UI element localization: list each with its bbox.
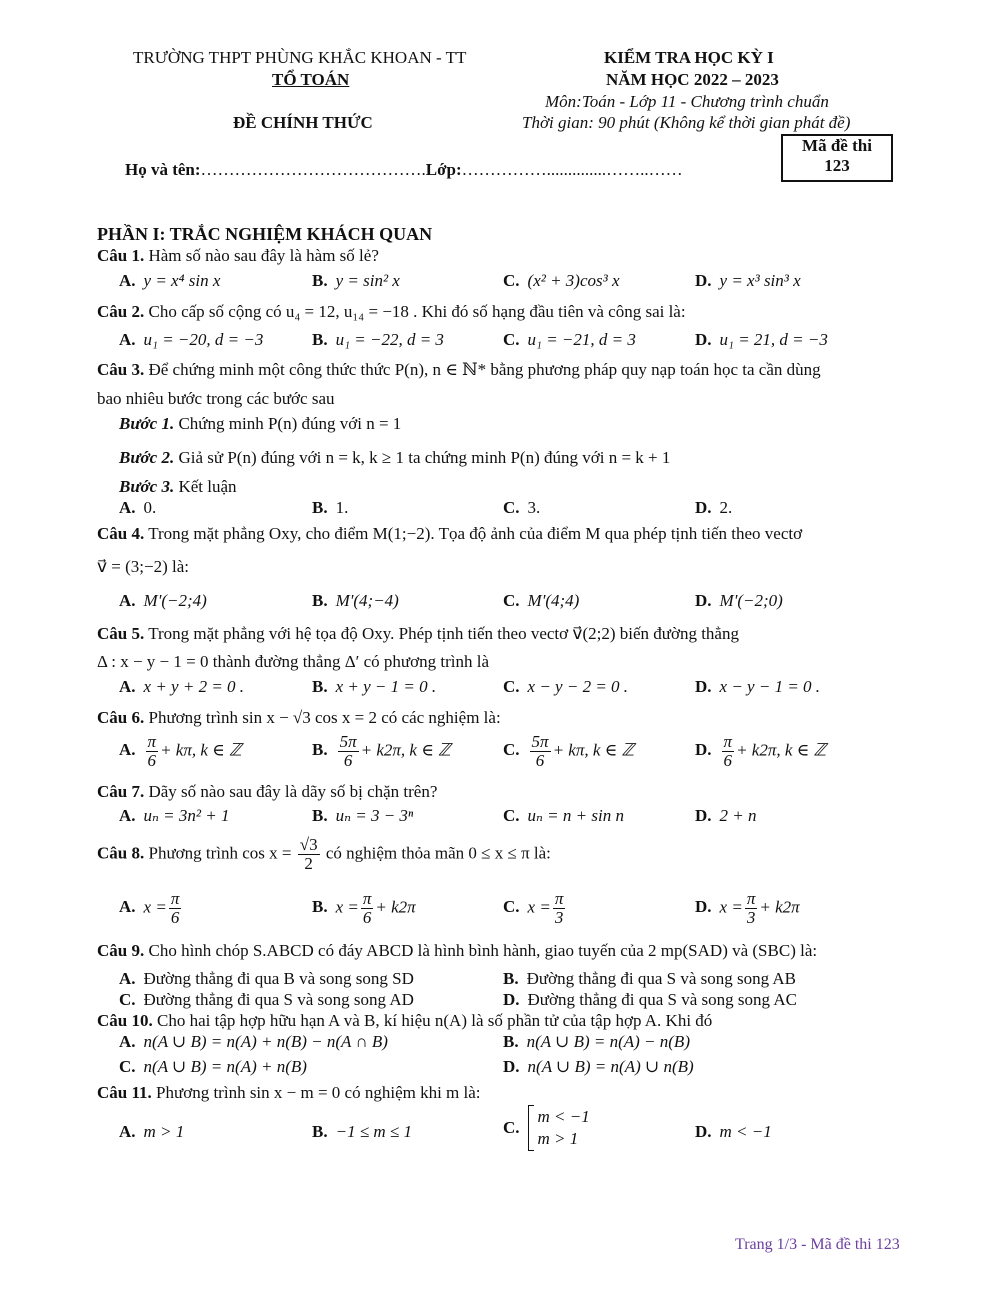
q11-option-d[interactable] <box>695 1122 772 1142</box>
option-letter: A. <box>119 330 136 349</box>
subject-line: Môn:Toán - Lớp 11 - Chương trình chuẩn <box>545 92 829 111</box>
official-label: ĐỀ CHÍNH THỨC <box>233 113 373 132</box>
step-text: Chứng minh P(n) đúng với n = 1 <box>178 414 402 433</box>
question-5 <box>97 624 739 644</box>
question-11 <box>97 1083 481 1103</box>
q11-option-a[interactable] <box>119 1122 184 1142</box>
q7-label: Câu 7. <box>97 782 145 801</box>
school-year: NĂM HỌC 2022 – 2023 <box>606 70 779 89</box>
option-text: x = <box>527 897 551 917</box>
option-letter: A. <box>119 677 136 696</box>
q6-option-b[interactable] <box>312 733 451 770</box>
option-text: M'(−2;4) <box>143 591 207 610</box>
option-letter: B. <box>312 591 328 610</box>
option-text: m < −1 <box>537 1107 590 1126</box>
question-7 <box>97 782 437 802</box>
option-text: m > 1 <box>537 1129 579 1148</box>
question-9 <box>97 941 817 961</box>
option-letter: C. <box>503 498 520 517</box>
option-text: u₁ = −21, d = 3 <box>527 330 636 349</box>
option-text: u₁ = −20, d = −3 <box>143 330 264 349</box>
option-letter: C. <box>503 1118 520 1137</box>
option-text: n(A ∪ B) = n(A) ∪ n(B) <box>527 1057 694 1076</box>
bracket-symbol <box>528 1105 534 1151</box>
frac-den: 6 <box>362 907 372 927</box>
step-label: Bước 1. <box>119 414 175 433</box>
q3-text-cont: bao nhiêu bước trong các bước sau <box>97 389 335 408</box>
option-letter: A. <box>119 740 136 760</box>
q1-label: Câu 1. <box>97 246 145 265</box>
q9-option-d[interactable] <box>503 990 797 1010</box>
q4-option-d[interactable] <box>695 591 783 611</box>
option-letter: B. <box>503 1032 519 1051</box>
q5-option-a[interactable] <box>119 677 244 697</box>
q11-text: Phương trình sin x − m = 0 có nghiệm khi m là: <box>156 1083 481 1102</box>
q5-label: Câu 5. <box>97 624 145 643</box>
q6-option-c[interactable] <box>503 733 634 770</box>
frac-num: 5π <box>339 732 357 751</box>
q10-option-b[interactable] <box>503 1032 690 1052</box>
q4-option-a[interactable] <box>119 591 207 611</box>
option-text: M'(−2;0) <box>719 591 783 610</box>
option-letter: A. <box>119 897 136 917</box>
option-letter: A. <box>119 591 136 610</box>
q6-text: Phương trình sin x − √3 cos x = 2 có các nghiệm là: <box>148 708 501 727</box>
option-letter: A. <box>119 1032 136 1051</box>
option-text: + k2π <box>759 897 800 917</box>
q6-option-a[interactable] <box>119 733 242 770</box>
frac-den: 3 <box>554 907 564 927</box>
option-letter: A. <box>119 498 136 517</box>
frac-den: 6 <box>723 750 733 770</box>
q9-option-b[interactable] <box>503 969 796 989</box>
option-letter: D. <box>695 740 712 760</box>
step-text: Kết luận <box>178 477 237 496</box>
option-text: + kπ, k ∈ ℤ <box>552 740 635 760</box>
option-letter: D. <box>695 330 712 349</box>
q1-option-b[interactable] <box>312 271 400 291</box>
department: TỔ TOÁN <box>272 70 350 89</box>
q7-option-c[interactable] <box>503 806 624 826</box>
option-letter: B. <box>312 806 328 825</box>
option-text: Đường thẳng đi qua S và song song AD <box>143 990 414 1009</box>
q5-text-cont: Δ : x − y − 1 = 0 thành đường thẳng Δ′ có phương trình là <box>97 652 489 671</box>
frac-den: 6 <box>170 907 180 927</box>
q5-option-b[interactable] <box>312 677 436 697</box>
option-text: uₙ = 3 − 3ⁿ <box>335 806 414 825</box>
q7-option-a[interactable] <box>119 806 229 826</box>
class-dots: ……………..............……..…… <box>461 160 683 179</box>
option-text: −1 ≤ m ≤ 1 <box>335 1122 413 1141</box>
option-text: n(A ∪ B) = n(A) − n(B) <box>526 1032 690 1051</box>
q9-option-a[interactable] <box>119 969 414 989</box>
q4-option-c[interactable] <box>503 591 579 611</box>
q1-option-c[interactable] <box>503 271 620 291</box>
q11-option-b[interactable] <box>312 1122 412 1142</box>
option-letter: B. <box>312 271 328 290</box>
exam-code: 123 <box>824 156 850 175</box>
question-3 <box>97 360 821 380</box>
frac-den: 6 <box>343 750 353 770</box>
option-letter: D. <box>695 1122 712 1141</box>
q2-option-b[interactable] <box>312 330 444 350</box>
option-text: x − y − 2 = 0 . <box>527 677 629 696</box>
q6-label: Câu 6. <box>97 708 145 727</box>
option-text: 2. <box>719 498 733 517</box>
q3-option-a[interactable] <box>119 498 156 518</box>
option-text: u₁ = 21, d = −3 <box>719 330 828 349</box>
q9-option-c[interactable] <box>119 990 414 1010</box>
frac-num: π <box>723 732 733 751</box>
section-title: PHẦN I: TRẮC NGHIỆM KHÁCH QUAN <box>97 224 433 244</box>
frac-den: 2 <box>304 853 313 873</box>
frac-den: 6 <box>147 750 157 770</box>
q3-option-b[interactable] <box>312 498 348 518</box>
frac-num: √3 <box>299 835 318 854</box>
option-text: y = x³ sin³ x <box>719 271 801 290</box>
option-text: n(A ∪ B) = n(A) + n(B) − n(A ∩ B) <box>143 1032 388 1051</box>
q6-option-d[interactable] <box>695 733 826 770</box>
option-text: M'(4;−4) <box>335 591 399 610</box>
q7-option-b[interactable] <box>312 806 413 826</box>
option-letter: C. <box>119 1057 136 1076</box>
name-class-line <box>125 160 683 180</box>
option-text: Đường thẳng đi qua S và song song AB <box>526 969 797 988</box>
option-text: uₙ = 3n² + 1 <box>143 806 230 825</box>
class-label: Lớp: <box>425 160 462 179</box>
q7-text: Dãy số nào sau đây là dãy số bị chặn trên? <box>148 782 438 801</box>
q8-text-pre: Phương trình cos x = <box>148 843 292 863</box>
option-letter: C. <box>503 677 520 696</box>
option-text: u₁ = −22, d = 3 <box>335 330 444 349</box>
option-letter: C. <box>503 806 520 825</box>
option-letter: D. <box>503 990 520 1009</box>
frac-num: 5π <box>531 732 549 751</box>
q9-text: Cho hình chóp S.ABCD có đáy ABCD là hình bình hành, giao tuyến của 2 mp(SAD) và (SBC) là: <box>148 941 818 960</box>
frac-den: 3 <box>746 907 756 927</box>
q8-option-c[interactable] <box>503 890 567 927</box>
q2-option-d[interactable] <box>695 330 828 350</box>
q1-option-a[interactable] <box>119 271 220 291</box>
option-letter: C. <box>503 271 520 290</box>
q3-label: Câu 3. <box>97 360 145 379</box>
option-text: x = <box>143 897 167 917</box>
q3-option-c[interactable] <box>503 498 540 518</box>
school-name: TRƯỜNG THPT PHÙNG KHẮC KHOAN - TT <box>133 48 467 67</box>
option-text: + k2π, k ∈ ℤ <box>736 740 827 760</box>
option-letter: A. <box>119 271 136 290</box>
q10-label: Câu 10. <box>97 1011 153 1030</box>
q4-text-cont: v⃗ = (3;−2) là: <box>97 557 190 576</box>
page-footer: Trang 1/3 - Mã đề thi 123 <box>735 1236 900 1253</box>
option-text: uₙ = n + sin n <box>527 806 624 825</box>
option-text: x = <box>335 897 359 917</box>
option-text: m > 1 <box>143 1122 185 1141</box>
option-letter: C. <box>503 897 520 917</box>
q3-step-2 <box>119 448 670 468</box>
option-letter: C. <box>503 740 520 760</box>
option-letter: B. <box>312 498 328 517</box>
q5-text: Trong mặt phẳng với hệ tọa độ Oxy. Phép tịnh tiến theo vectơ v⃗(2;2) biến đường thẳng <box>148 624 739 643</box>
option-letter: B. <box>503 969 519 988</box>
q4-text: Trong mặt phẳng Oxy, cho điểm M(1;−2). Tọa độ ảnh của điểm M qua phép tịnh tiến theo vectơ <box>148 524 803 543</box>
step-text: Giả sử P(n) đúng với n = k, k ≥ 1 ta chứng minh P(n) đúng với n = k + 1 <box>178 448 671 467</box>
option-letter: D. <box>695 498 712 517</box>
option-text: y = x⁴ sin x <box>143 271 221 290</box>
option-letter: A. <box>119 1122 136 1141</box>
question-1 <box>97 246 379 266</box>
option-letter: C. <box>503 330 520 349</box>
exam-title: KIỂM TRA HỌC KỲ I <box>604 48 774 67</box>
question-10 <box>97 1011 712 1031</box>
time-line: Thời gian: 90 phút (Không kể thời gian phát đề) <box>522 113 851 132</box>
step-label: Bước 2. <box>119 448 175 467</box>
question-4 <box>97 524 802 544</box>
option-text: x + y − 1 = 0 . <box>335 677 437 696</box>
frac-num: π <box>362 889 372 908</box>
q10-option-c[interactable] <box>119 1057 307 1077</box>
option-text: n(A ∪ B) = n(A) + n(B) <box>143 1057 307 1076</box>
option-text: x − y − 1 = 0 . <box>719 677 821 696</box>
question-6 <box>97 708 501 728</box>
option-text: + k2π, k ∈ ℤ <box>360 740 451 760</box>
option-text: Đường thẳng đi qua S và song song AC <box>527 990 797 1009</box>
option-letter: D. <box>695 806 712 825</box>
name-label: Họ và tên: <box>125 160 201 179</box>
frac-num: π <box>170 889 180 908</box>
frac-num: π <box>147 732 157 751</box>
option-letter: B. <box>312 740 328 760</box>
option-text: M'(4;4) <box>527 591 580 610</box>
q8-option-b[interactable] <box>312 890 416 927</box>
q2-option-a[interactable] <box>119 330 263 350</box>
q11-label: Câu 11. <box>97 1083 152 1102</box>
q8-option-a[interactable] <box>119 890 183 927</box>
option-text: (x² + 3)cos³ x <box>527 271 620 290</box>
q3-step-3 <box>119 477 237 497</box>
q3-step-1 <box>119 414 401 434</box>
option-letter: A. <box>119 969 136 988</box>
option-letter: A. <box>119 806 136 825</box>
q8-label: Câu 8. <box>97 843 145 863</box>
q1-text: Hàm số nào sau đây là hàm số lẻ? <box>148 246 379 265</box>
option-text: x = <box>719 897 743 917</box>
q5-option-d[interactable] <box>695 677 820 697</box>
frac-den: 6 <box>535 750 545 770</box>
step-label: Bước 3. <box>119 477 175 496</box>
option-text: x + y + 2 = 0 . <box>143 677 245 696</box>
option-text: 1. <box>335 498 349 517</box>
q10-option-d[interactable] <box>503 1057 694 1077</box>
q3-option-d[interactable] <box>695 498 732 518</box>
option-letter: D. <box>695 271 712 290</box>
exam-code-label: Mã đề thi <box>802 136 872 155</box>
question-2 <box>97 302 686 322</box>
option-letter: D. <box>695 591 712 610</box>
option-letter: B. <box>312 677 328 696</box>
option-letter: D. <box>695 677 712 696</box>
frac-num: π <box>746 889 756 908</box>
option-letter: B. <box>312 330 328 349</box>
q7-option-d[interactable] <box>695 806 757 826</box>
q5-option-c[interactable] <box>503 677 628 697</box>
q11-option-c[interactable] <box>503 1105 590 1151</box>
option-text: + k2π <box>375 897 416 917</box>
q2-label: Câu 2. <box>97 302 145 321</box>
q8-text-post: có nghiệm thỏa mãn 0 ≤ x ≤ π là: <box>325 843 551 863</box>
q10-option-a[interactable] <box>119 1032 388 1052</box>
option-text: 2 + n <box>719 806 757 825</box>
option-text: 0. <box>143 498 157 517</box>
q1-option-d[interactable] <box>695 271 801 291</box>
option-letter: D. <box>503 1057 520 1076</box>
q2-option-c[interactable] <box>503 330 636 350</box>
option-text: m < −1 <box>719 1122 772 1141</box>
exam-code-box <box>781 134 893 182</box>
option-letter: D. <box>695 897 712 917</box>
option-text: y = sin² x <box>335 271 400 290</box>
q9-label: Câu 9. <box>97 941 145 960</box>
q4-label: Câu 4. <box>97 524 145 543</box>
q4-option-b[interactable] <box>312 591 399 611</box>
question-8 <box>97 836 551 873</box>
q2-text: Cho cấp số cộng có u₄ = 12, u₁₄ = −18 . Khi đó số hạng đầu tiên và công sai là: <box>148 302 686 321</box>
q3-text: Để chứng minh một công thức thức P(n), n ∈ ℕ* bằng phương pháp quy nạp toán học ta cần dùng <box>148 360 821 379</box>
option-text: + kπ, k ∈ ℤ <box>160 740 242 760</box>
option-text: Đường thẳng đi qua B và song song SD <box>143 969 414 988</box>
option-text: 3. <box>527 498 541 517</box>
q8-option-d[interactable] <box>695 890 800 927</box>
q10-text: Cho hai tập hợp hữu hạn A và B, kí hiệu n(A) là số phần tử của tập hợp A. Khi đó <box>156 1011 713 1030</box>
name-dots: …………………………………. <box>200 160 426 179</box>
option-letter: B. <box>312 897 328 917</box>
option-letter: C. <box>119 990 136 1009</box>
option-letter: B. <box>312 1122 328 1141</box>
option-letter: C. <box>503 591 520 610</box>
frac-num: π <box>554 889 564 908</box>
